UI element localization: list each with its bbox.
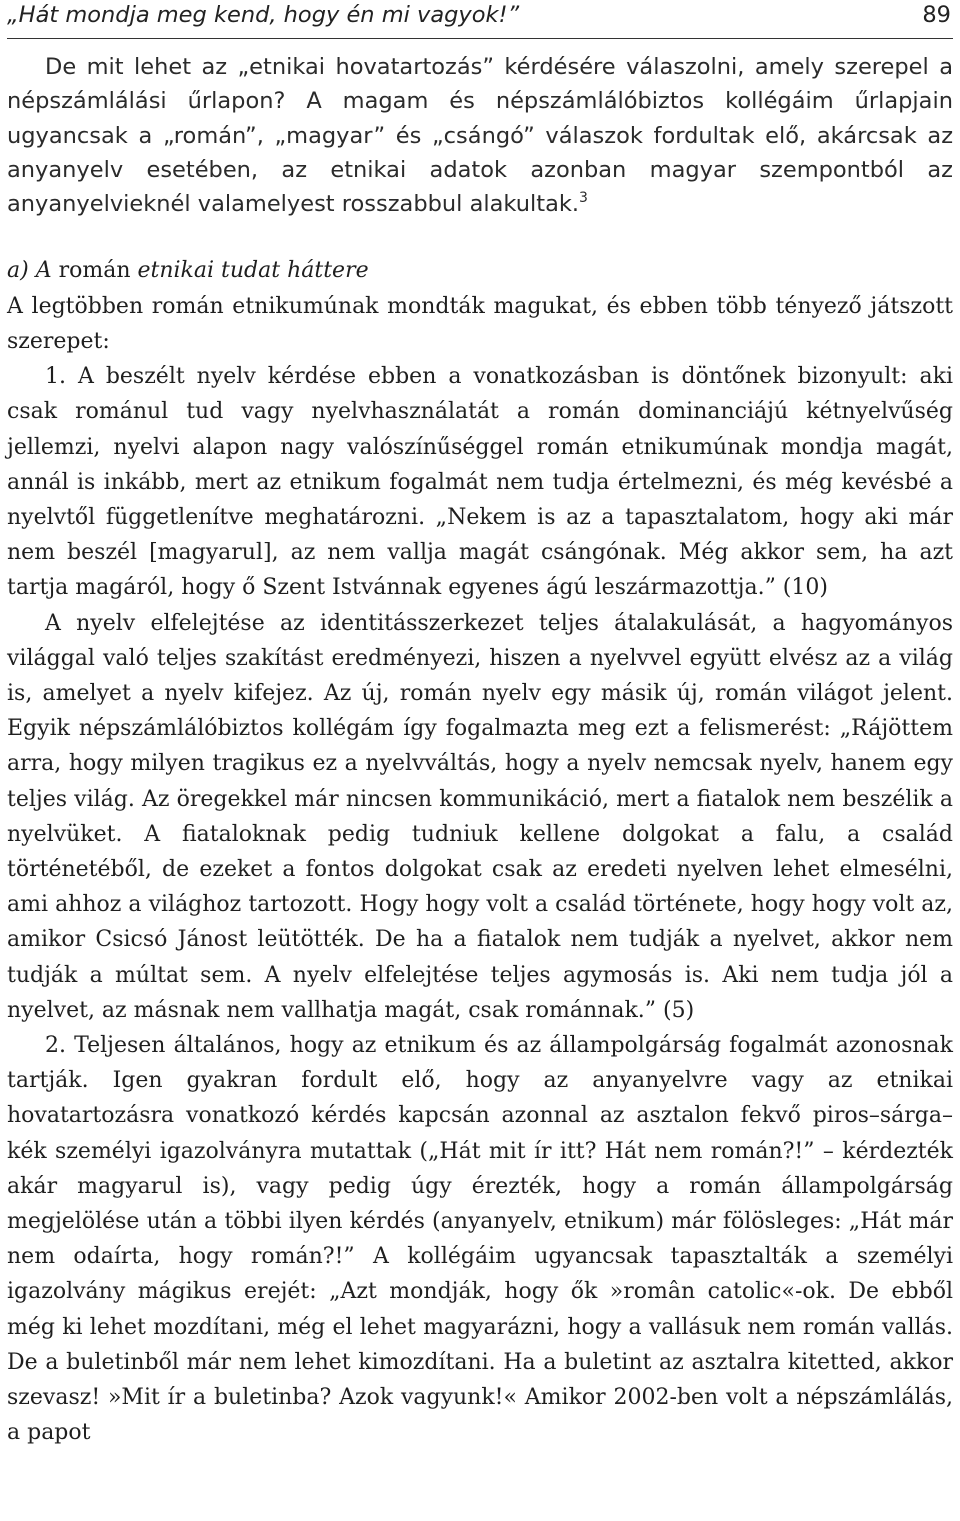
paragraph-point-2: 2. Teljesen általános, hogy az etnikum és az állampolgárság fogalmát azonosnak tartják. Igen gyakran fordult elő, hogy az anyanyelvre vagy az etnikai hovatartozásra vonatkozó kérdés kapcsán azonnal az asztalon fekvő piros–sárga–kék személyi igazolványra mutattak („Hát mit ír itt? Hát nem román?!” – kérdezték akár magyarul is), vagy pedig úgy érezték, hogy a román állampolgárság megjelölése után a többi ilyen kérdés (anyanyelv, etnikum) már fölösleges: „Hát már nem odaírta, hogy román?!” A kollégáim ugyancsak tapasztalták a személyi igazolvány mágikus erejét: „Azt mondják, hogy ők »român catolic«-ok. De ebből még ki lehet mozdítani, még el lehet magyarázni, hogy a vallásuk nem román vallás. De a buletinből már nem lehet kimozdítani. Ha a buletint az asztalra kitetted, akkor szevasz! »Mit ír a buletinba? Azok vagyunk!« Amikor 2002-ben volt a népszámlálás, a papot [7,1032,953,1446]
body-text-section [7,253,953,1450]
section-heading [7,253,953,288]
book-page [7,0,953,1450]
footnote-reference: 3 [579,190,588,207]
header-rule [7,38,953,39]
section-heading-prefix: a) A [7,258,59,284]
body-text-upper [7,50,953,221]
paragraph-language-loss: A nyelv elfelejtése az identitásszerkezet teljes átalakulását, a hagyományos világgal való teljes szakítást eredményezi, hiszen a nyelvvel együtt elvész az a világ is, amelyet a nyelv kifejez. Az új, román nyelv egy másik új, román világot jelent. Egyik népszámlálóbiztos kollégám így fogalmazta meg ezt a felismerést: „Rájöttem arra, hogy milyen tragikus ez a nyelvváltás, hogy a nyelv nemcsak nyelv, hanem egy teljes világ. Az öregekkel már nincsen kommunikáció, mert a fiatalok nem beszélik a nyelvüket. A fiataloknak pedig tudniuk kellene dolgokat a falu, a család történetéből, de ezeket a fontos dolgokat csak az eredeti nyelven lehet elmesélni, ami ahhoz a világhoz tartozott. Hogy hogy volt a család története, hogy hogy volt az, amikor Csicsó Jánost leütötték. De ha a fiatalok nem tudják a nyelvet, akkor nem tudják a múltat sem. A nyelv elfelejtése teljes agymosás is. Aki nem tudja jól a nyelvet, az másnak nem vallhatja magát, csak románnak.” (5) [7,610,953,1023]
section-heading-suffix: etnikai tudat háttere [130,258,369,284]
page-number: 89 [922,2,951,28]
running-head [7,0,953,36]
section-heading-roman: román [58,258,131,284]
intro-paragraph [7,50,953,221]
section-lead-paragraph: A legtöbben román etnikumúnak mondták magukat, és ebben több tényező játszott szerepet: [7,293,953,354]
intro-paragraph-text: De mit lehet az „etnikai hovatartozás” kérdésére válaszolni, amely szerepel a népszámlálási űrlapon? A magam és népszámlálóbiztos kollégáim űrlapjain ugyancsak a „román”, „magyar” és „csángó” válaszok fordultak elő, akárcsak az anyanyelv esetében, az etnikai adatok azonban magyar szempontból az anyanyelvieknél valamelyest rosszabbul alakultak. [7,54,953,218]
paragraph-point-1: 1. A beszélt nyelv kérdése ebben a vonatkozásban is döntőnek bizonyult: aki csak románul tud vagy nyelvhasználatát a román dominanciájú kétnyelvűség jellemzi, nyelvi alapon nagy valószínűséggel román etnikumúnak mondja magát, annál is inkább, mert az etnikum fogalmát nem tudja értelmezni, és még kevésbé a nyelvtől függetlenítve meghatározni. „Nekem is az a tapasztalatom, hogy aki már nem beszél [magyarul], az nem vallja magát csángónak. Még akkor sem, ha azt tartja magáról, hogy ő Szent Istvánnak egyenes ágú leszármazottja.” (10) [7,364,953,601]
section-spacer [7,221,953,253]
running-head-title: „Hát mondja meg kend, hogy én mi vagyok!” [7,2,520,28]
